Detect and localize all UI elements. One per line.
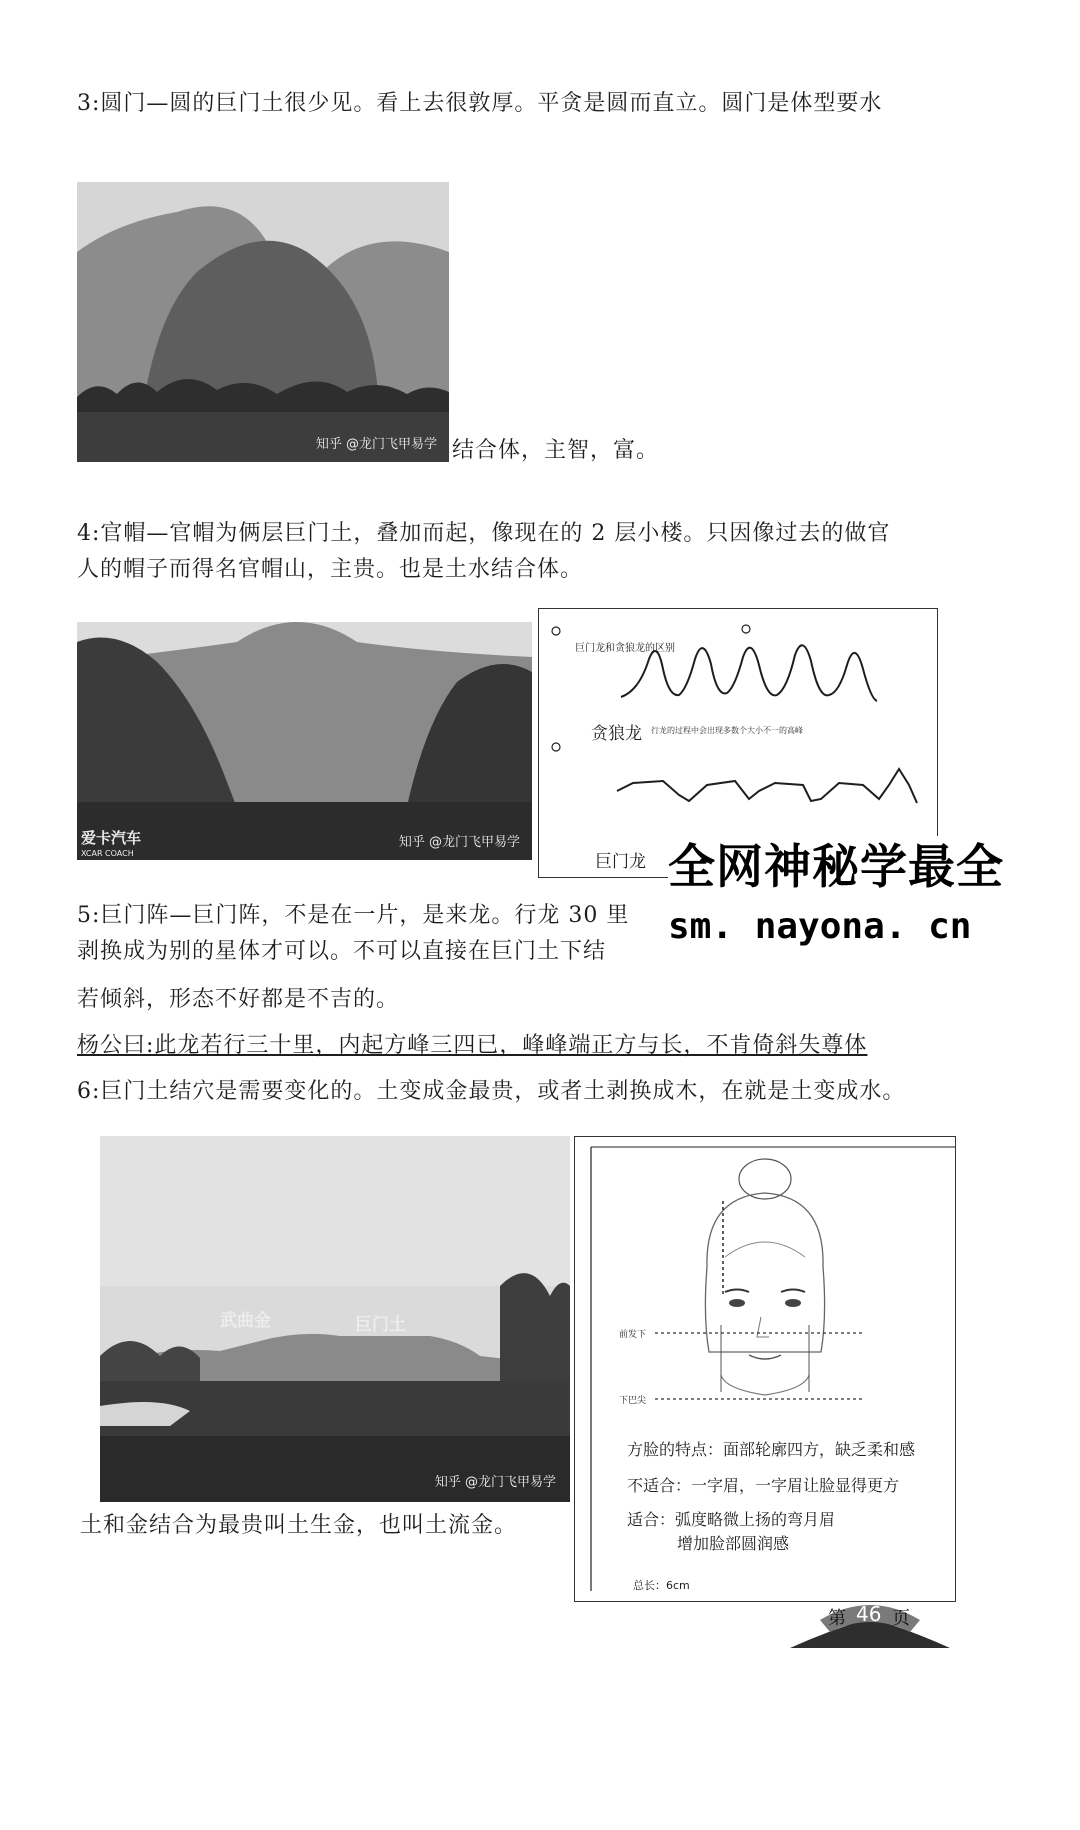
section3-text: 3:圆门—圆的巨门土很少见。看上去很敦厚。平贪是圆而直立。圆门是体型要水 [77,91,883,116]
face-suitable-text-1: 适合：弧度略微上扬的弯月眉 [627,1510,836,1529]
official-hat-mountain-photo [77,622,532,860]
yanggong-quote: 杨公曰:此龙若行三十里，内起方峰三四已，峰峰端正方与长，不肯倚斜失尊体 [77,1033,868,1058]
photo3-watermark: 知乎 @龙门飞甲易学 [434,1475,556,1490]
jumen-earth-label: 巨门土 [355,1315,406,1335]
dragon-panel-title: 巨门龙和贪狼龙的区别 [575,643,675,654]
page-number-ornament [790,1590,950,1650]
section5-text-line1: 5:巨门阵—巨门阵，不是在一片，是来龙。行龙 30 里 [77,903,630,928]
ad-overlay-url[interactable]: sm. nayona. cn [668,900,1008,954]
wuqu-jumen-photo [100,1136,570,1502]
photo2-watermark: 知乎 @龙门飞甲易学 [398,835,520,850]
section4-text-line1: 4:官帽—官帽为俩层巨门土，叠加而起，像现在的 2 层小楼。只因像过去的做官 [77,521,891,546]
photo2-logo-text: 爱卡汽车 [81,829,142,847]
page-number-right: 页 [892,1608,910,1629]
section3-caption: 结合体，主智，富。 [452,438,660,463]
photo2-logo-sub: XCAR COACH [81,849,134,858]
face-label-chin: 下巴尖 [619,1396,647,1406]
photo2-logo [81,827,141,848]
section6-text: 6:巨门土结穴是需要变化的。土变成金最贵，或者土剥换成木，在就是土变成水。 [77,1079,906,1104]
face-suitable-text-2: 增加脸部圆润感 [677,1534,790,1553]
tanlang-label: 贪狼龙 [591,724,642,744]
section5-text-line3: 若倾斜，形态不好都是不吉的。 [77,987,400,1012]
jumen-label: 巨门龙 [595,852,646,872]
face-unsuitable-text: 不适合：一字眉，一字眉让脸显得更方 [627,1476,900,1495]
wuqu-label: 武曲金 [220,1311,271,1331]
square-face-panel [574,1136,956,1602]
section4-text-line2: 人的帽子而得名官帽山，主贵。也是土水结合体。 [77,557,584,582]
round-mountain-photo [77,182,449,462]
face-label-top: 前发下 [619,1330,647,1340]
section6-caption: 土和金结合为最贵叫土生金，也叫土流金。 [80,1513,518,1538]
face-feature-text: 方脸的特点：面部轮廓四方，缺乏柔和感 [627,1440,916,1459]
tanlang-note: 行龙的过程中会出现多数个大小不一的高峰 [651,726,803,735]
page-number: 46 [856,1602,882,1626]
photo1-watermark: 知乎 @龙门飞甲易学 [315,437,437,452]
ad-overlay-title: 全网神秘学最全 [668,836,1070,900]
section5-text-line2: 剥换成为别的星体才可以。不可以直接在巨门土下结 [77,939,607,964]
face-length-note: 总长：6cm [633,1579,690,1592]
page-number-left: 第 [828,1608,846,1629]
